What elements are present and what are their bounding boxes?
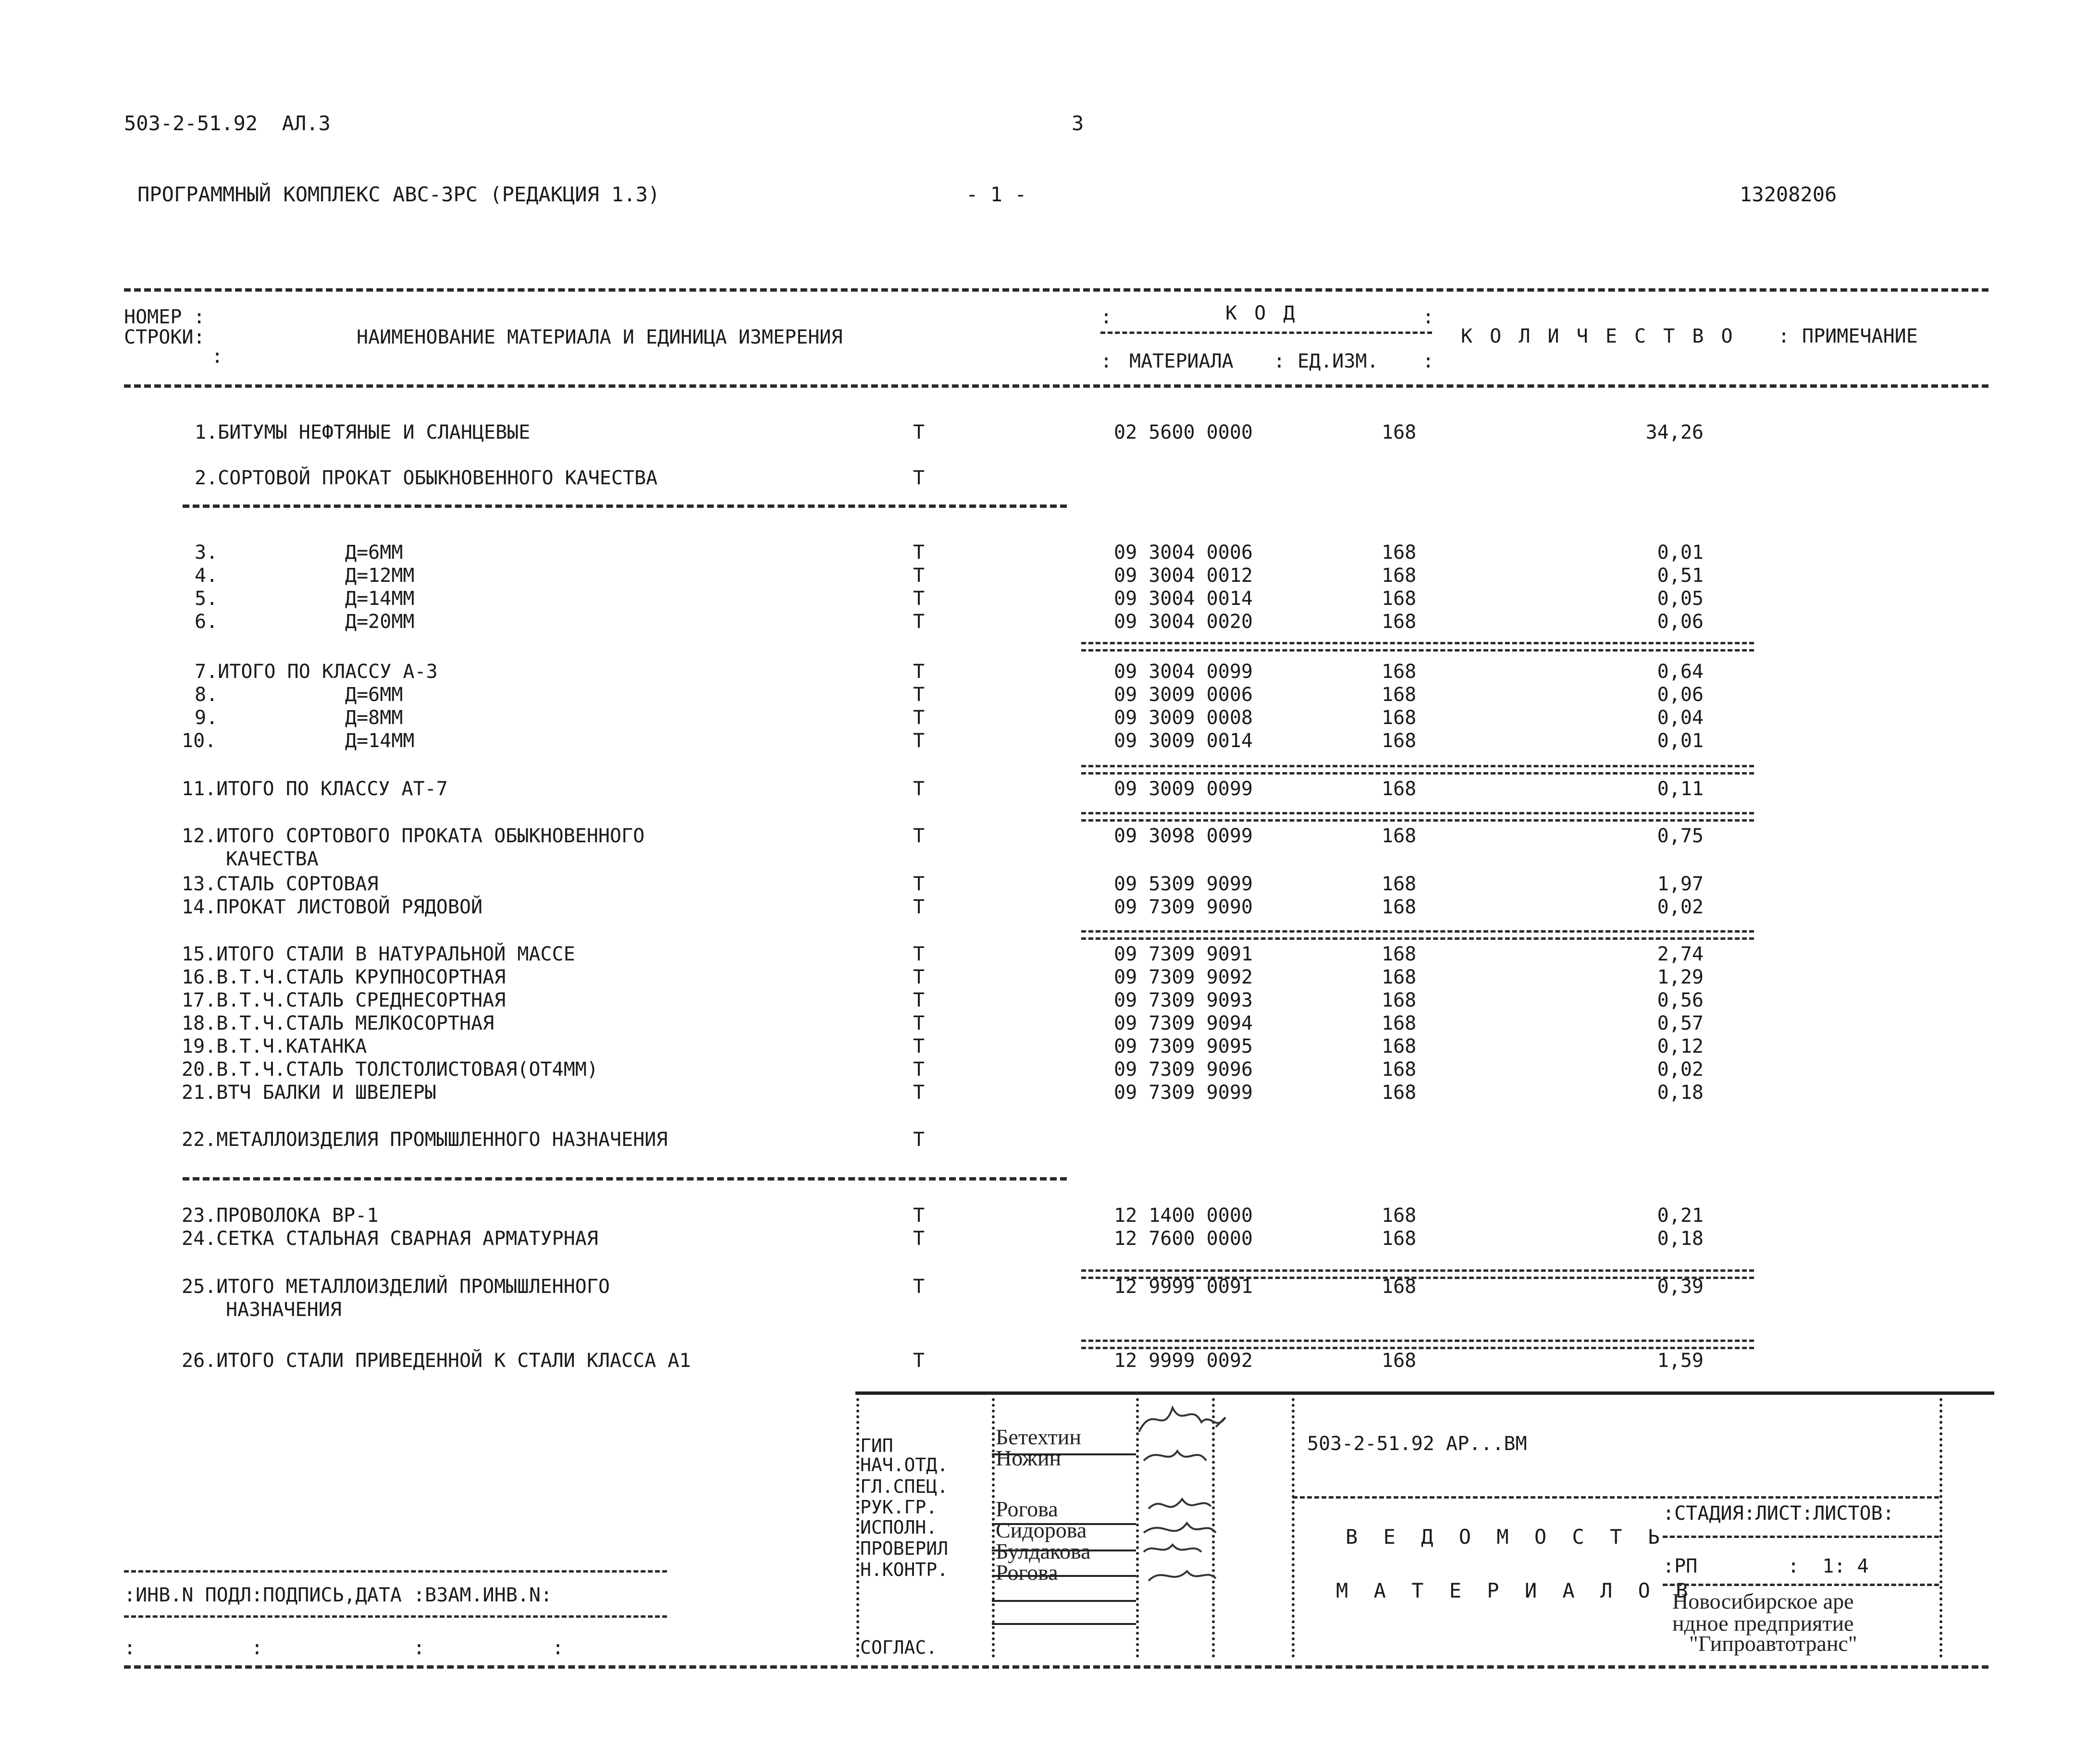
stamp-sheet-value: : 1: 4 (1788, 1555, 1869, 1577)
stamp-underline (992, 1575, 1136, 1577)
inventory-label: :ИНВ.N ПОДЛ:ПОДПИСЬ,ДАТА :ВЗАМ.ИНВ.N: (124, 1584, 553, 1606)
row-name: 15.ИТОГО СТАЛИ В НАТУРАЛЬНОЙ МАССЕ (182, 943, 575, 965)
row-quantity: 1,29 (1657, 966, 1704, 988)
row-name: 25.ИТОГО МЕТАЛЛОИЗДЕЛИЙ ПРОМЫШЛЕННОГО (182, 1276, 610, 1298)
inventory-label-text: ИНВ.N ПОДЛ:ПОДПИСЬ,ДАТА :ВЗАМ.ИНВ.N: (136, 1584, 553, 1606)
row-unit-code: 168 (1382, 1082, 1417, 1104)
stamp-name: Рогова (996, 1497, 1058, 1521)
row-material-code: 09 5309 9099 (1114, 873, 1253, 895)
stamp-underline (992, 1600, 1136, 1602)
row-name: Д=6ММ (345, 684, 403, 706)
stamp-stage-header: :СТАДИЯ:ЛИСТ:ЛИСТОВ: (1663, 1502, 1894, 1525)
row-quantity: 0,02 (1657, 896, 1704, 918)
row-quantity: 0,02 (1657, 1058, 1704, 1081)
row-name: 23.ПРОВОЛОКА ВР-1 (182, 1205, 379, 1227)
row-unit-code: 168 (1382, 1205, 1417, 1227)
row-name: Д=14ММ (345, 588, 415, 610)
stamp-rule (1293, 1496, 1939, 1499)
row-quantity: 34,26 (1645, 421, 1704, 443)
inventory-cells: : : : : (124, 1637, 564, 1659)
subtotal-rule (1081, 1269, 1754, 1279)
row-quantity: 0,05 (1657, 588, 1704, 610)
header-bottom-rule (124, 384, 1989, 388)
row-quantity: 0,11 (1657, 778, 1704, 800)
stamp-rule (1663, 1584, 1939, 1586)
row-material-code: 09 7309 9090 (1114, 896, 1253, 918)
row-material-code: 09 3098 0099 (1114, 825, 1253, 847)
row-number: 6. (195, 611, 218, 633)
organization-line-1: Новосибирское аре (1672, 1589, 1854, 1613)
stamp-underline (992, 1550, 1136, 1551)
row-material-code: 09 7309 9091 (1114, 943, 1253, 965)
row-material-code: 09 7309 9099 (1114, 1082, 1253, 1104)
row-material-code: 09 3009 0099 (1114, 778, 1253, 800)
stamp-name: Рогова (996, 1560, 1058, 1585)
row-quantity: 0,75 (1657, 825, 1704, 847)
row-quantity: 0,18 (1657, 1082, 1704, 1104)
header-quantity-column: К О Л И Ч Е С Т В О (1461, 325, 1736, 347)
row-unit-code: 168 (1382, 896, 1417, 918)
row-unit: Т (913, 1228, 925, 1250)
stamp-role: ГЛ.СПЕЦ. (860, 1476, 949, 1497)
header-colon: : (1778, 325, 1790, 347)
row-unit-code: 168 (1382, 588, 1417, 610)
row-unit-code: 168 (1382, 778, 1417, 800)
organization-line-2: ндное предприятие (1672, 1611, 1854, 1636)
row-unit-code: 168 (1382, 541, 1417, 564)
signatures (1134, 1398, 1297, 1600)
row-name: 13.СТАЛЬ СОРТОВАЯ (182, 873, 379, 895)
row-unit-code: 168 (1382, 1058, 1417, 1081)
row-unit: Т (913, 541, 925, 564)
row-name: 7.ИТОГО ПО КЛАССУ А-3 (195, 661, 438, 683)
row-name: 16.В.Т.Ч.СТАЛЬ КРУПНОСОРТНАЯ (182, 966, 506, 988)
row-material-code: 09 3009 0014 (1114, 730, 1253, 752)
header-code-unit: ЕД.ИЗМ. (1297, 350, 1379, 372)
sheet-marker: - 1 - (966, 183, 1027, 206)
stamp-top-rule (855, 1391, 1994, 1395)
row-quantity: 1,97 (1657, 873, 1704, 895)
row-material-code: 09 3004 0099 (1114, 661, 1253, 683)
stamp-left-border (856, 1398, 859, 1658)
row-material-code: 09 7309 9096 (1114, 1058, 1253, 1081)
row-material-code: 09 3009 0006 (1114, 684, 1253, 706)
row-unit-code: 168 (1382, 730, 1417, 752)
row-name: 20.В.Т.Ч.СТАЛЬ ТОЛСТОЛИСТОВАЯ(ОТ4ММ) (182, 1058, 598, 1081)
row-unit: Т (913, 966, 925, 988)
row-name: 12.ИТОГО СОРТОВОГО ПРОКАТА ОБЫКНОВЕННОГО (182, 825, 645, 847)
stage-header-label: СТАДИЯ (1674, 1502, 1744, 1525)
row-unit-code: 168 (1382, 989, 1417, 1011)
row-name: 1.БИТУМЫ НЕФТЯНЫЕ И СЛАНЦЕВЫЕ (195, 421, 531, 443)
row-unit-code: 168 (1382, 1228, 1417, 1250)
row-unit-code: 168 (1382, 1350, 1417, 1372)
row-name: Д=6ММ (345, 541, 403, 564)
row-quantity: 2,74 (1657, 943, 1704, 965)
header-colon: : (1100, 306, 1112, 328)
header-colon: : (1422, 350, 1434, 372)
row-material-code: 09 3004 0012 (1114, 565, 1253, 587)
stage-value: РП (1674, 1555, 1698, 1577)
row-quantity: 0,21 (1657, 1205, 1704, 1227)
sheets-value: 4 (1857, 1555, 1869, 1577)
row-name: 21.ВТЧ БАЛКИ И ШВЕЛЕРЫ (182, 1082, 436, 1104)
row-name: 22.МЕТАЛЛОИЗДЕЛИЯ ПРОМЫШЛЕННОГО НАЗНАЧЕНИЯ (182, 1129, 668, 1151)
row-unit-code: 168 (1382, 1276, 1417, 1298)
row-unit: Т (913, 943, 925, 965)
row-unit: Т (913, 1058, 925, 1081)
row-material-code: 09 7309 9092 (1114, 966, 1253, 988)
sheet-value: 1 (1822, 1555, 1834, 1577)
row-unit-code: 168 (1382, 943, 1417, 965)
row-name: 19.В.Т.Ч.КАТАНКА (182, 1035, 367, 1058)
row-material-code: 09 7309 9093 (1114, 989, 1253, 1011)
row-unit: Т (913, 896, 925, 918)
organization-line-3: "Гипроавтотранс" (1689, 1631, 1857, 1656)
stamp-role: ИСПОЛН. (860, 1517, 938, 1538)
row-material-code: 09 7309 9094 (1114, 1012, 1253, 1034)
section-rule (183, 1177, 1067, 1181)
row-unit: Т (913, 778, 925, 800)
header-code-material: МАТЕРИАЛА (1129, 350, 1234, 372)
row-quantity: 0,04 (1657, 707, 1704, 729)
header-code-divider (1100, 332, 1432, 334)
subtotal-rule (1081, 812, 1754, 822)
row-quantity: 0,39 (1657, 1276, 1704, 1298)
stamp-underline (992, 1453, 1136, 1455)
subtotal-rule (1081, 642, 1754, 652)
row-number: 9. (195, 707, 218, 729)
row-quantity: 0,06 (1657, 611, 1704, 633)
row-unit-code: 168 (1382, 421, 1417, 443)
row-number: 4. (195, 565, 218, 587)
row-unit: Т (913, 1205, 925, 1227)
header-colon: : (1422, 306, 1434, 328)
row-unit: Т (913, 684, 925, 706)
header-code-column: К О Д (1225, 302, 1298, 324)
header-colon: : (1273, 350, 1285, 372)
row-unit-code: 168 (1382, 611, 1417, 633)
row-quantity: 0,01 (1657, 541, 1704, 564)
row-number: 10. (182, 730, 217, 752)
row-name: Д=8ММ (345, 707, 403, 729)
row-name: 26.ИТОГО СТАЛИ ПРИВЕДЕННОЙ К СТАЛИ КЛАССА А1 (182, 1350, 691, 1372)
row-name: 18.В.Т.Ч.СТАЛЬ МЕЛКОСОРТНАЯ (182, 1012, 494, 1034)
row-name: Д=12ММ (345, 565, 415, 587)
inventory-rule (124, 1615, 667, 1618)
row-unit-code: 168 (1382, 1035, 1417, 1058)
stamp-underline (992, 1523, 1136, 1525)
stamp-title-2: М А Т Е Р И А Л О В (1336, 1579, 1695, 1602)
subtotal-rule (1081, 765, 1754, 775)
row-name-continued: НАЗНАЧЕНИЯ (226, 1299, 342, 1321)
header-top-rule (124, 288, 1989, 292)
row-number: 3. (195, 541, 218, 564)
row-unit: Т (913, 1082, 925, 1104)
row-unit-code: 168 (1382, 1012, 1417, 1034)
page-number: 3 (1072, 111, 1084, 135)
header-row-no-1: НОМЕР : (124, 306, 205, 328)
row-name: 17.В.Т.Ч.СТАЛЬ СРЕДНЕСОРТНАЯ (182, 989, 506, 1011)
row-unit: Т (913, 1129, 925, 1151)
row-unit-code: 168 (1382, 565, 1417, 587)
stamp-role: ПРОВЕРИЛ (860, 1538, 949, 1559)
row-unit: Т (913, 825, 925, 847)
row-name-continued: КАЧЕСТВА (226, 848, 319, 870)
row-unit: Т (913, 873, 925, 895)
row-quantity: 0,57 (1657, 1012, 1704, 1034)
header-colon: : (1100, 350, 1112, 372)
row-name: 2.СОРТОВОЙ ПРОКАТ ОБЫКНОВЕННОГО КАЧЕСТВА (195, 467, 658, 489)
row-quantity: 1,59 (1657, 1350, 1704, 1372)
document-code: 503-2-51.92 АЛ.3 (124, 111, 331, 135)
row-unit: Т (913, 730, 925, 752)
row-unit-code: 168 (1382, 661, 1417, 683)
section-rule (183, 504, 1067, 508)
inventory-top-rule (124, 1570, 667, 1573)
row-unit: Т (913, 661, 925, 683)
row-name: 24.СЕТКА СТАЛЬНАЯ СВАРНАЯ АРМАТУРНАЯ (182, 1228, 598, 1250)
row-quantity: 0,01 (1657, 730, 1704, 752)
document-id: 13208206 (1740, 183, 1837, 206)
stamp-title-1: В Е Д О М О С Т Ь (1346, 1525, 1667, 1549)
stamp-stage-value: :РП (1663, 1555, 1698, 1577)
sheet-header-label: ЛИСТ (1755, 1502, 1802, 1525)
row-quantity: 0,56 (1657, 989, 1704, 1011)
header-colon: : (211, 345, 223, 368)
stamp-underline (992, 1623, 1136, 1625)
stamp-rule (1663, 1536, 1939, 1538)
row-unit: Т (913, 421, 925, 443)
row-unit: Т (913, 989, 925, 1011)
row-unit: Т (913, 1276, 925, 1298)
stamp-role: НАЧ.ОТД. (860, 1454, 949, 1476)
row-name: 11.ИТОГО ПО КЛАССУ АТ-7 (182, 778, 448, 800)
row-quantity: 0,18 (1657, 1228, 1704, 1250)
row-name: Д=20ММ (345, 611, 415, 633)
header-name-column: НАИМЕНОВАНИЕ МАТЕРИАЛА И ЕДИНИЦА ИЗМЕРЕНИЯ (357, 326, 843, 348)
row-unit-code: 168 (1382, 707, 1417, 729)
row-unit: Т (913, 467, 925, 489)
stamp-name: Ножин (996, 1446, 1062, 1470)
row-unit-code: 168 (1382, 825, 1417, 847)
row-quantity: 0,12 (1657, 1035, 1704, 1058)
row-name: Д=14ММ (345, 730, 415, 752)
subtotal-rule (1081, 1340, 1754, 1349)
stamp-role: ГИП (860, 1435, 893, 1456)
row-material-code: 09 7309 9095 (1114, 1035, 1253, 1058)
stamp-role: СОГЛАС. (860, 1637, 938, 1658)
row-unit-code: 168 (1382, 966, 1417, 988)
subtotal-rule (1081, 930, 1754, 940)
row-unit: Т (913, 707, 925, 729)
row-unit: Т (913, 1012, 925, 1034)
row-unit-code: 168 (1382, 684, 1417, 706)
header-row-no-2: СТРОКИ: (124, 326, 205, 348)
row-material-code: 12 7600 0000 (1114, 1228, 1253, 1250)
stamp-right-border (1939, 1398, 1942, 1658)
row-material-code: 09 3009 0008 (1114, 707, 1253, 729)
stamp-role: Н.КОНТР. (860, 1559, 949, 1580)
row-number: 5. (195, 588, 218, 610)
row-material-code: 02 5600 0000 (1114, 421, 1253, 443)
stamp-name: Сидорова (996, 1518, 1087, 1542)
row-material-code: 12 9999 0092 (1114, 1350, 1253, 1372)
row-unit: Т (913, 588, 925, 610)
row-quantity: 0,64 (1657, 661, 1704, 683)
row-unit-code: 168 (1382, 873, 1417, 895)
program-title: ПРОГРАММНЫЙ КОМПЛЕКС АВС-3РС (РЕДАКЦИЯ 1.3) (137, 183, 660, 206)
sheets-header-label: ЛИСТОВ (1813, 1502, 1883, 1525)
row-unit: Т (913, 1035, 925, 1058)
row-material-code: 12 1400 0000 (1114, 1205, 1253, 1227)
stamp-role: РУК.ГР. (860, 1497, 938, 1518)
row-material-code: 09 3004 0006 (1114, 541, 1253, 564)
row-material-code: 09 3004 0020 (1114, 611, 1253, 633)
row-quantity: 0,51 (1657, 565, 1704, 587)
page-bottom-rule (124, 1665, 1989, 1669)
header-note-column: ПРИМЕЧАНИЕ (1802, 325, 1918, 347)
stamp-name: Бетехтин (996, 1425, 1081, 1449)
row-material-code: 09 3004 0014 (1114, 588, 1253, 610)
row-material-code: 12 9999 0091 (1114, 1276, 1253, 1298)
row-unit: Т (913, 611, 925, 633)
stamp-border (992, 1398, 995, 1658)
row-unit: Т (913, 1350, 925, 1372)
row-unit: Т (913, 565, 925, 587)
stamp-document-code: 503-2-51.92 АР...ВМ (1307, 1433, 1527, 1455)
row-quantity: 0,06 (1657, 684, 1704, 706)
stamp-name: Булдакова (996, 1539, 1091, 1563)
row-name: 14.ПРОКАТ ЛИСТОВОЙ РЯДОВОЙ (182, 896, 483, 918)
row-number: 8. (195, 684, 218, 706)
